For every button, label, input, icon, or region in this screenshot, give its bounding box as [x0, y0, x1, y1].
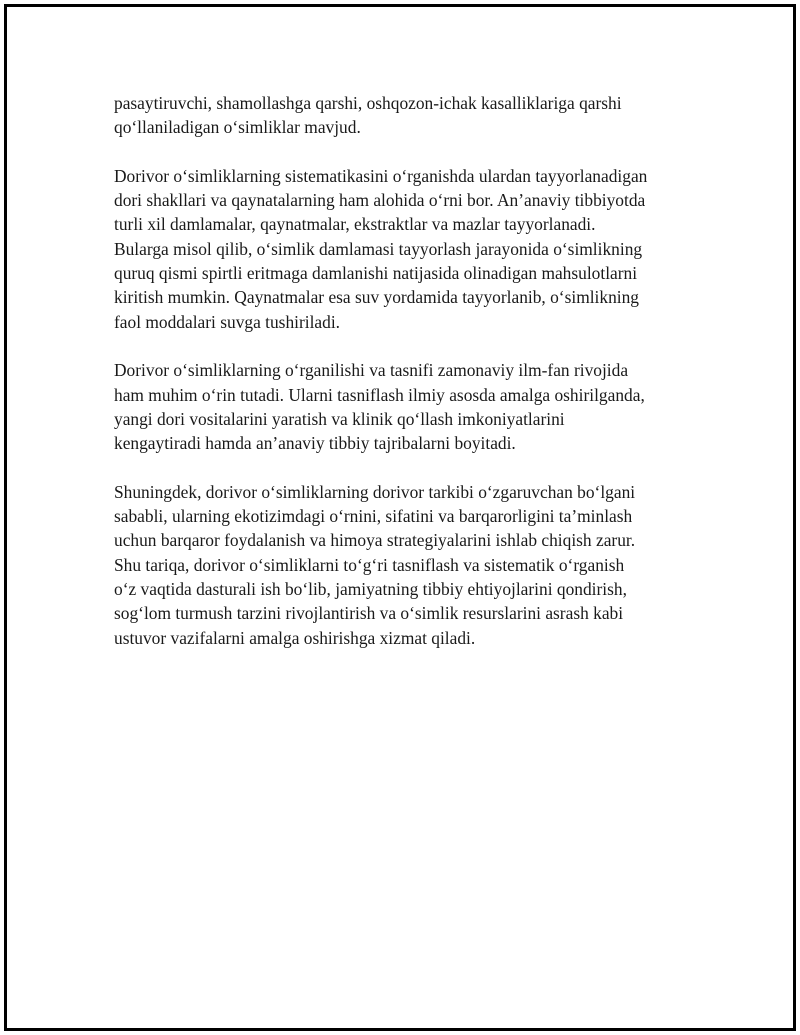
text-line: kiritish mumkin. Qaynatmalar esa suv yordamida tayyorlanib, o‘simlikning	[114, 287, 640, 308]
text-line: dori shakllari va qaynatalarning ham alohida o‘rni bor. An’anaviy tibbiyotda	[114, 190, 646, 211]
text-line: qo‘llaniladigan o‘simliklar mavjud.	[114, 117, 361, 138]
text-line: faol moddalari suvga tushiriladi.	[114, 311, 341, 332]
text-line: turli xil damlamalar, qaynatmalar, ekstraktlar va mazlar tayyorlanadi.	[114, 214, 596, 235]
text-line: yangi dori vositalarini yaratish va klinik qo‘llash imkoniyatlarini	[114, 408, 565, 429]
paragraph-4	[114, 480, 694, 650]
text-line: Dorivor o‘simliklarning o‘rganilishi va tasnifi zamonaviy ilm-fan rivojida	[114, 360, 629, 381]
text-line: Shu tariqa, dorivor o‘simliklarni to‘g‘ri tasniflash va sistematik o‘rganish	[114, 554, 625, 575]
text-line: Dorivor o‘simliklarning sistematikasini o‘rganishda ulardan tayyorlanadigan	[114, 165, 648, 186]
text-line: ustuvor vazifalarni amalga oshirishga xizmat qiladi.	[114, 627, 476, 648]
paragraph-1	[114, 91, 694, 140]
text-line: sog‘lom turmush tarzini rivojlantirish va o‘simlik resurslarini asrash kabi	[114, 603, 624, 624]
text-line: pasaytiruvchi, shamollashga qarshi, oshqozon-ichak kasalliklariga qarshi	[114, 93, 622, 113]
text-line: Bularga misol qilib, o‘simlik damlamasi tayyorlash jarayonida o‘simlikning	[114, 238, 643, 259]
text-line: quruq qismi spirtli eritmaga damlanishi natijasida olinadigan mahsulotlarni	[114, 263, 638, 284]
text-line: Shuningdek, dorivor o‘simliklarning dorivor tarkibi o‘zgaruvchan bo‘lgani	[114, 481, 636, 502]
text-line: sababli, ularning ekotizimdagi o‘rnini, sifatini va barqarorligini ta’minlash	[114, 506, 633, 527]
paragraph-3	[114, 358, 694, 455]
document-body	[114, 91, 694, 674]
text-line: ham muhim o‘rin tutadi. Ularni tasniflash ilmiy asosda amalga oshirilganda,	[114, 384, 645, 405]
text-line: kengaytiradi hamda an’anaviy tibbiy tajribalarni boyitadi.	[114, 433, 516, 454]
text-line: o‘z vaqtida dasturali ish bo‘lib, jamiyatning tibbiy ehtiyojlarini qondirish,	[114, 578, 627, 599]
paragraph-2	[114, 164, 694, 334]
text-line: uchun barqaror foydalanish va himoya strategiyalarini ishlab chiqish zarur.	[114, 530, 636, 551]
